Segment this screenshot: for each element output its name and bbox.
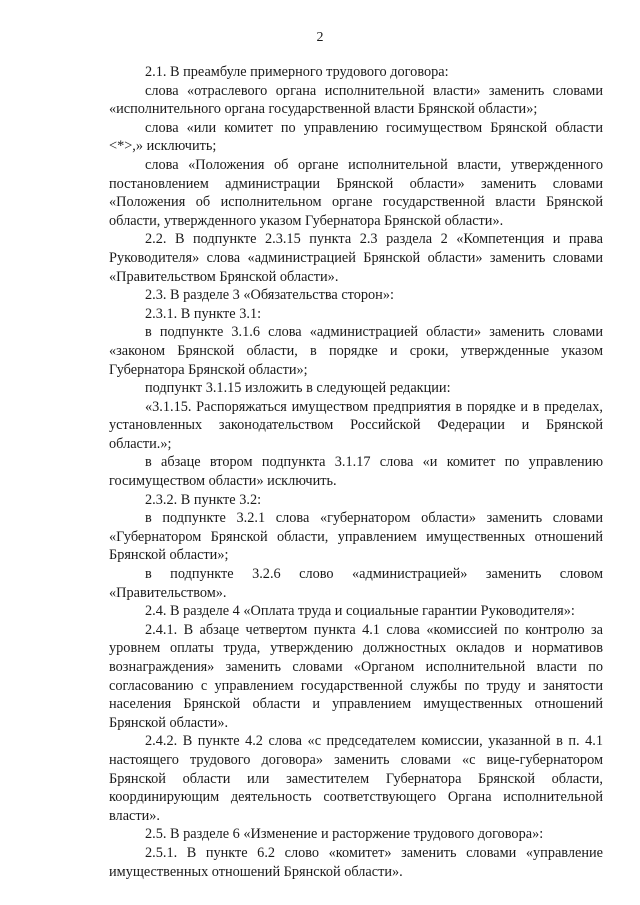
paragraph-2-3-2: 2.3.2. В пункте 3.2: <box>145 491 262 508</box>
document-body <box>109 63 603 881</box>
paragraph: в подпункте 3.1.6 слова «администрацией области» заменить словами «законом Брянской области, в порядке и сроки, утвержденные указом Губернатора Брянской области»; <box>109 324 603 378</box>
paragraph-2-4-1: 2.4.1. В абзаце четвертом пункта 4.1 слова «комиссией по контролю за уровнем оплаты труда, утверждению должностных окладов и нормативов вознаграждения» заменить словами «Органом исполнительной власти по согласованию с управлением государственной службы по труду и занятости населения Брянской области и управлением имущественных отношений Брянской области». <box>109 621 603 731</box>
paragraph-2-3-1: 2.3.1. В пункте 3.1: <box>145 305 262 322</box>
paragraph-2-3: 2.3. В разделе 3 «Обязательства сторон»: <box>145 287 394 304</box>
paragraph: «3.1.15. Распоряжаться имуществом предприятия в порядке и в пределах, установленных законодательством Российской Федерации и Брянской области.»; <box>109 398 603 452</box>
paragraph: слова «Положения об органе исполнительной власти, утвержденного постановлением администрации Брянской области» заменить словами «Положения об исполнительном органе государственной власти Брянской области, утвержденного указом Губернатора Брянской области». <box>109 156 603 229</box>
paragraph-2-2: 2.2. В подпункте 2.3.15 пункта 2.3 раздела 2 «Компетенция и права Руководителя» слова «администрацией Брянской области» заменить словами «Правительством Брянской области». <box>109 231 603 285</box>
paragraph: в абзаце втором подпункта 3.1.17 слова «и комитет по управлению госимуществом области» исключить. <box>109 454 603 490</box>
page-number: 2 <box>316 30 324 45</box>
paragraph-2-5-1: 2.5.1. В пункте 6.2 слово «комитет» заменить словами «управление имущественных отношений Брянской области». <box>109 844 603 880</box>
paragraph: подпункт 3.1.15 изложить в следующей редакции: <box>145 380 451 397</box>
paragraph: в подпункте 3.2.6 слово «администрацией» заменить словом «Правительством». <box>109 566 603 601</box>
paragraph-2-4-2: 2.4.2. В пункте 4.2 слова «с председателем комиссии, указанной в п. 4.1 настоящего трудового договора» заменить словами «с вице-губернатором Брянской области или заместителем Губернатора Брянской области, координирующим деятельность соответствующего Органа исполнительной власти». <box>109 733 603 824</box>
paragraph: слова «отраслевого органа исполнительной власти» заменить словами «исполнительного органа государственной власти Брянской области»; <box>109 82 603 118</box>
paragraph-2-1: 2.1. В преамбуле примерного трудового договора: <box>145 64 449 80</box>
paragraph: слова «или комитет по управлению госимуществом Брянской области <*>,» исключить; <box>109 119 603 155</box>
paragraph: в подпункте 3.2.1 слова «губернатором области» заменить словами «Губернатором Брянской области, управлением имущественных отношений Брянской области»; <box>109 510 603 564</box>
paragraph-2-5: 2.5. В разделе 6 «Изменение и расторжение трудового договора»: <box>145 826 544 843</box>
paragraph-2-4: 2.4. В разделе 4 «Оплата труда и социальные гарантии Руководителя»: <box>145 603 575 620</box>
